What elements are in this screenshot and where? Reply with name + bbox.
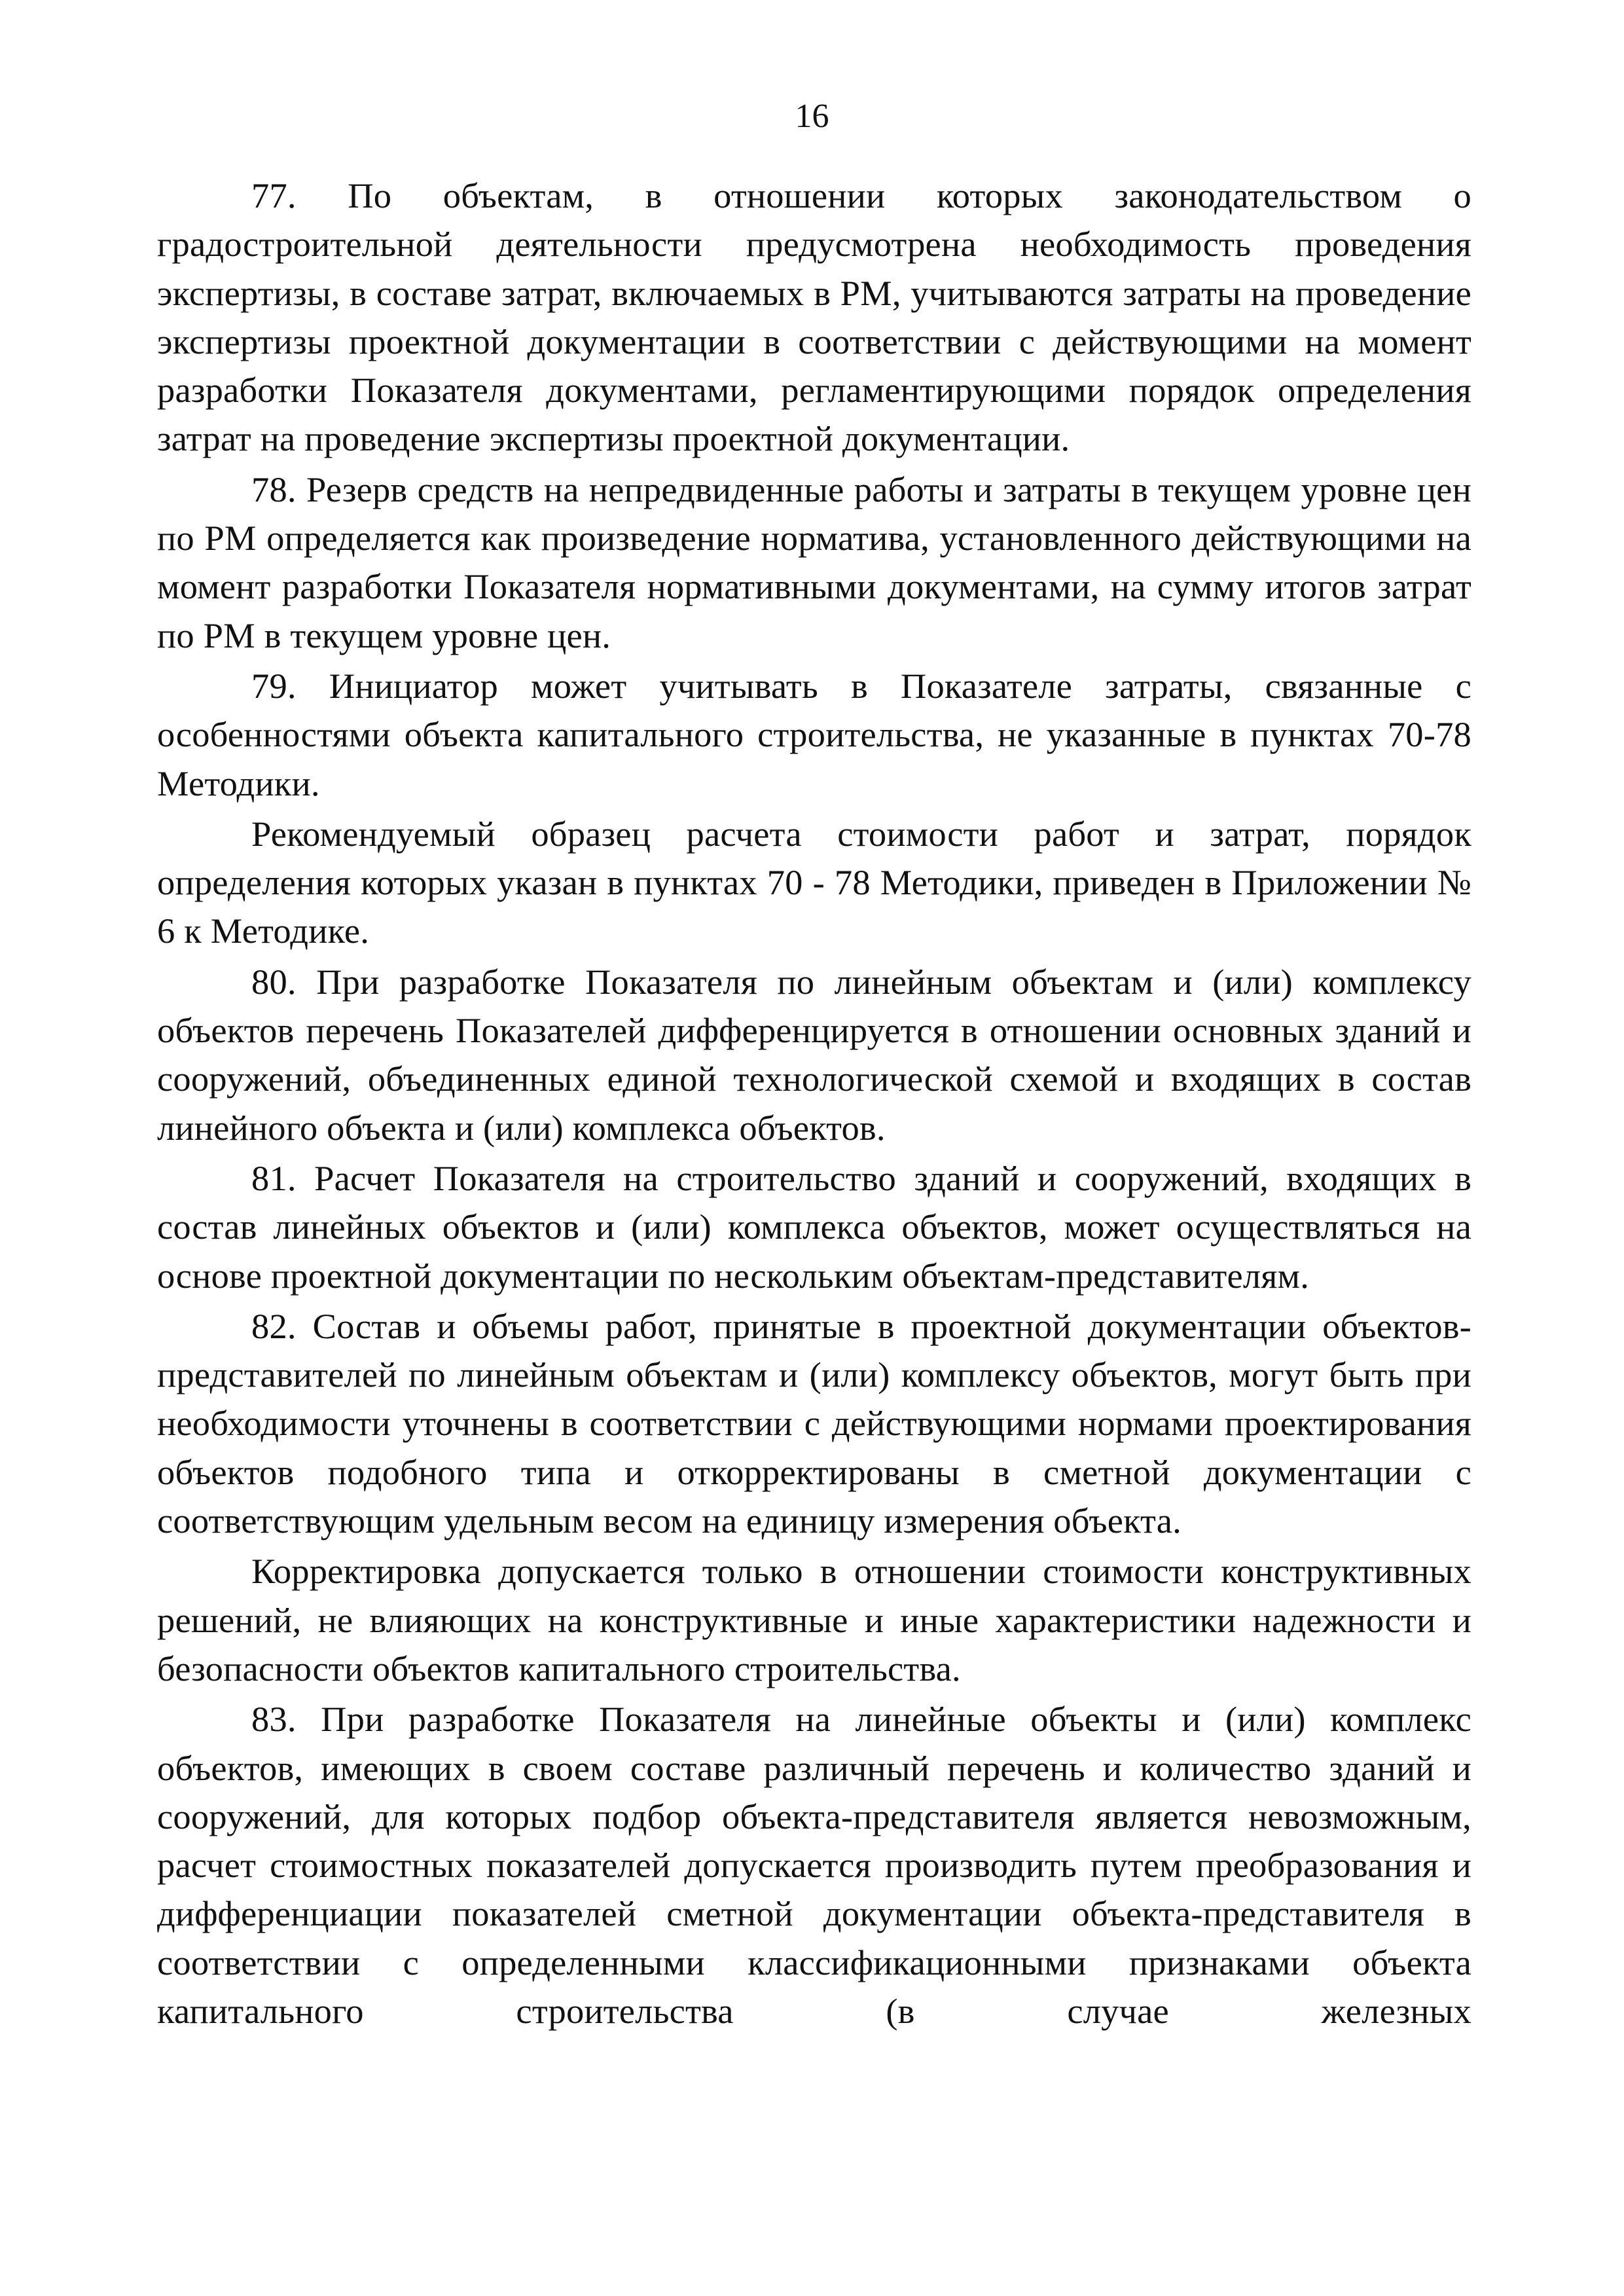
paragraph-79: 79. Инициатор может учитывать в Показателе затраты, связанные с особенностями объекта капитального строительства, не указанные в пунктах 70-78 Методики. [157, 665, 1471, 803]
paragraph-81: 81. Расчет Показателя на строительство зданий и сооружений, входящих в состав линейных объектов и (или) комплекса объектов, может осуществляться на основе проектной документации по нескольким объектам-представителям. [157, 1157, 1471, 1296]
paragraph-77: 77. По объектам, в отношении которых законодательством о градостроительной деятельности предусмотрена необходимость проведения экспертизы, в составе затрат, включаемых в РМ, учитываются затраты на проведение экспертизы проектной документации в соответствии с действующими на момент разработки Показателя документами, регламентирующими порядок определения затрат на проведение экспертизы проектной документации. [157, 175, 1471, 459]
paragraph-80: 80. При разработке Показателя по линейным объектам и (или) комплексу объектов перечень Показателей дифференцируется в отношении основных зданий и сооружений, объединенных единой технологической схемой и входящих в состав линейного объекта и (или) комплекса объектов. [157, 961, 1471, 1148]
body-text [157, 172, 1471, 2037]
paragraph-82: 82. Состав и объемы работ, принятые в проектной документации объектов-представителей по линейным объектам и (или) комплексу объектов, могут быть при необходимости уточнены в соответствии с действующими нормами проектирования объектов подобного типа и откорректированы в сметной документации с соответствующим удельным весом на единицу измерения объекта. [157, 1305, 1471, 1541]
paragraph-correction: Корректировка допускается только в отношении стоимости конструктивных решений, не влияющих на конструктивные и иные характеристики надежности и безопасности объектов капитального строительства. [157, 1551, 1471, 1688]
paragraph-sample-reference: Рекомендуемый образец расчета стоимости работ и затрат, порядок определения которых указан в пунктах 70 - 78 Методики, приведен в Приложении № 6 к Методике. [157, 813, 1471, 951]
page-number: 16 [795, 98, 829, 135]
paragraph-83: 83. При разработке Показателя на линейные объекты и (или) комплекс объектов, имеющих в своем составе различный перечень и количество зданий и сооружений, для которых подбор объекта-представителя является невозможным, расчет стоимостных показателей допускается производить путем преобразования и дифференциации показателей сметной документации объекта-представителя в соответствии с определенными классификационными признаками объекта капитального строительства (в случае железных [157, 1699, 1471, 2031]
paragraph-78: 78. Резерв средств на непредвиденные работы и затраты в текущем уровне цен по РМ определяется как произведение норматива, установленного действующими на момент разработки Показателя нормативными документами, на сумму итогов затрат по РМ в текущем уровне цен. [157, 469, 1471, 655]
